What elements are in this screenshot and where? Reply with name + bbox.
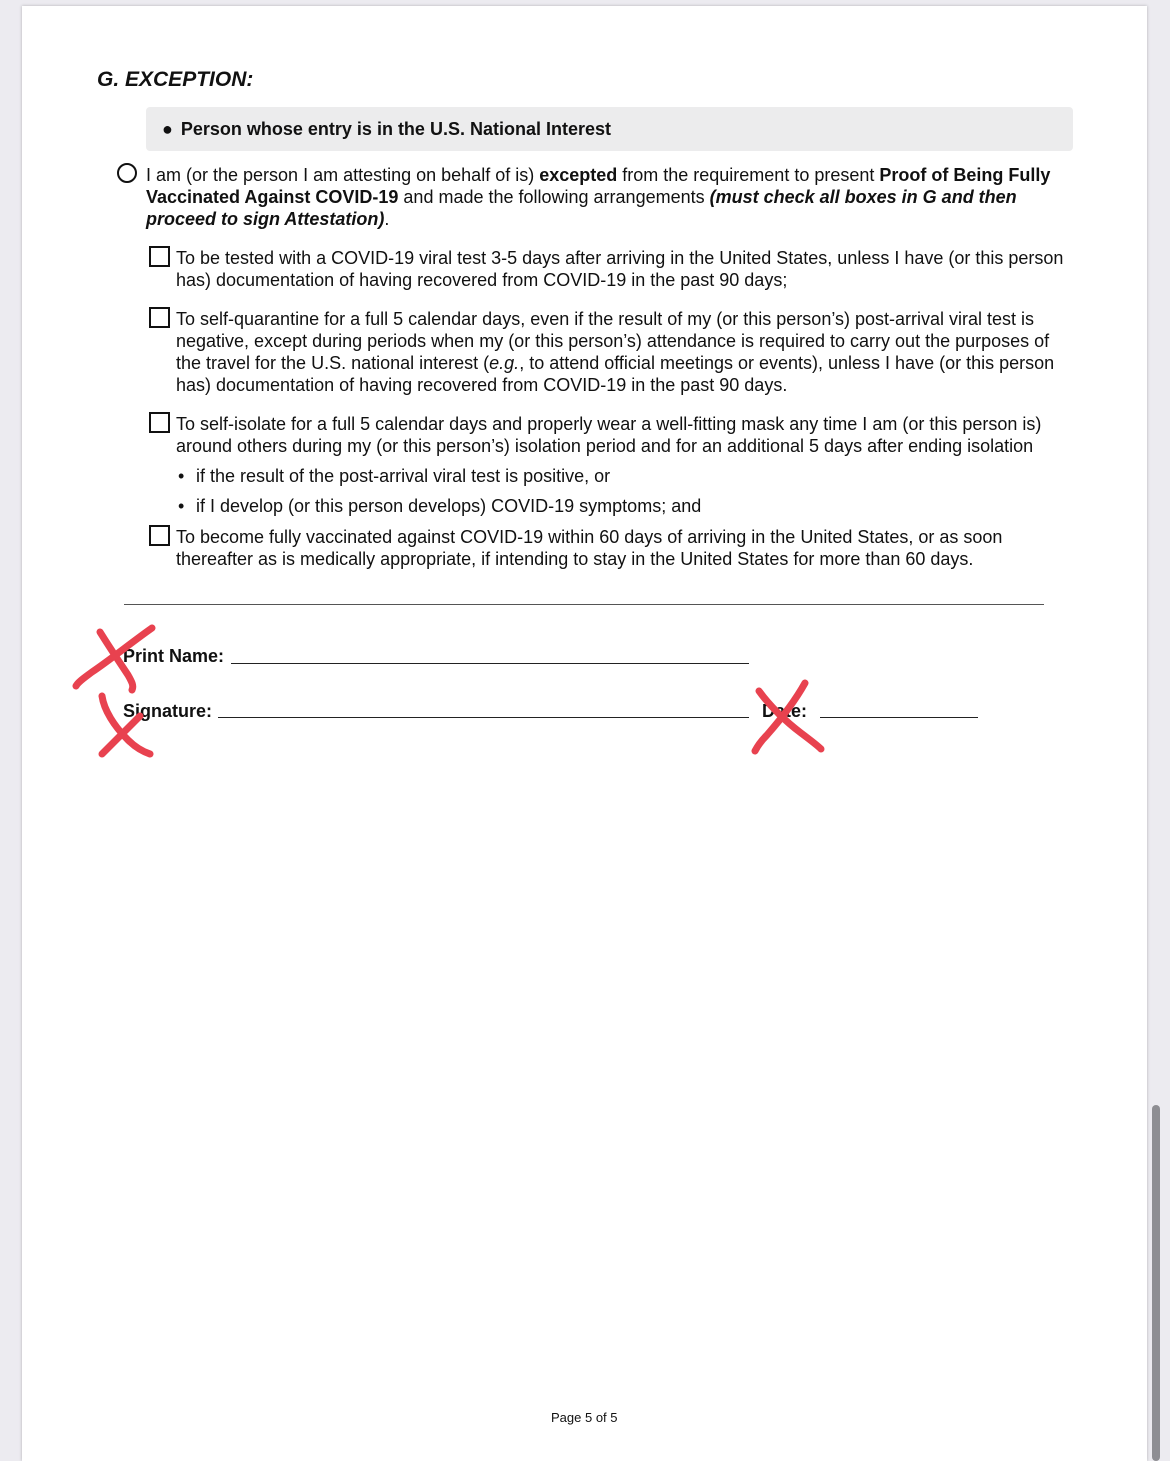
annotation-x-mark-date (745, 675, 835, 760)
item-self-isolate-condition-1: if the result of the post-arrival viral test is positive, or (196, 466, 611, 486)
print-name-field[interactable] (231, 663, 749, 664)
section-divider (124, 604, 1044, 605)
page-number: Page 5 of 5 (551, 1410, 618, 1425)
item-text: To self-quarantine for a full 5 calendar days, even if the result of my (or this person’s) post-arrival viral test is negative, except during periods when my (or this person’s) attendance is required to carry out the purposes of the travel for the U.S. national interest ( (176, 309, 1050, 373)
item-text: , to attend official meetings or events), unless I have (or this person has) documentation of having recovered from COVID-19 in the past 90 days. (176, 353, 1055, 395)
annotation-x-mark-signature (92, 690, 162, 765)
attestation-text: from the requirement to present (617, 165, 880, 185)
bullet-icon: • (178, 466, 185, 486)
annotation-x-mark-print-name (70, 620, 160, 695)
attestation-text: and made the following arrangements (398, 187, 710, 207)
attestation-text: I am (or the person I am attesting on behalf of is) (146, 165, 540, 185)
item-text-italic: e.g. (489, 353, 520, 373)
checkbox-self-quarantine[interactable] (149, 307, 170, 328)
item-become-vaccinated: To become fully vaccinated against COVID-19 within 60 days of arriving in the United States, or as soon thereafter as is medically appropriate, if intending to stay in the United States for more than 60 days. (176, 527, 1003, 569)
attestation-statement (146, 164, 1066, 230)
checkbox-self-isolate[interactable] (149, 412, 170, 433)
signature-field[interactable] (218, 717, 749, 718)
attestation-emphasis: Proof of Being Fully Vaccinated Against COVID-19 (146, 165, 1051, 207)
attestation-emphasis: excepted (539, 165, 618, 185)
attestation-instruction: (must check all boxes in G and then proceed to sign Attestation) (146, 187, 1017, 229)
date-field[interactable] (820, 717, 978, 718)
scrollbar-thumb[interactable] (1152, 1105, 1160, 1461)
checkbox-viral-test[interactable] (149, 246, 170, 267)
item-self-quarantine (176, 308, 1066, 396)
date-label: Date: (762, 701, 808, 721)
exception-banner (146, 107, 1073, 151)
checkbox-become-vaccinated[interactable] (149, 525, 170, 546)
exception-radio-button[interactable] (117, 163, 137, 183)
attestation-text: . (384, 209, 390, 229)
banner-text: Person whose entry is in the U.S. National Interest (180, 118, 611, 139)
item-viral-test: To be tested with a COVID-19 viral test 3-5 days after arriving in the United States, unless I have (or this person has) documentation of having recovered from COVID-19 in the past 90 days; (176, 248, 1064, 290)
document-page (22, 6, 1147, 1461)
item-self-isolate-condition-2: if I develop (or this person develops) COVID-19 symptoms; and (196, 496, 702, 516)
print-name-label: Print Name: (123, 646, 225, 666)
bullet-icon: ● (162, 118, 173, 139)
bullet-icon: • (178, 496, 185, 516)
item-self-isolate: To self-isolate for a full 5 calendar days and properly wear a well-fitting mask any time I am (or this person is) around others during my (or this person’s) isolation period and for an additional 5 days after ending isolation (176, 414, 1042, 456)
signature-label: Signature: (123, 701, 213, 721)
section-title: G. EXCEPTION: (97, 68, 254, 91)
